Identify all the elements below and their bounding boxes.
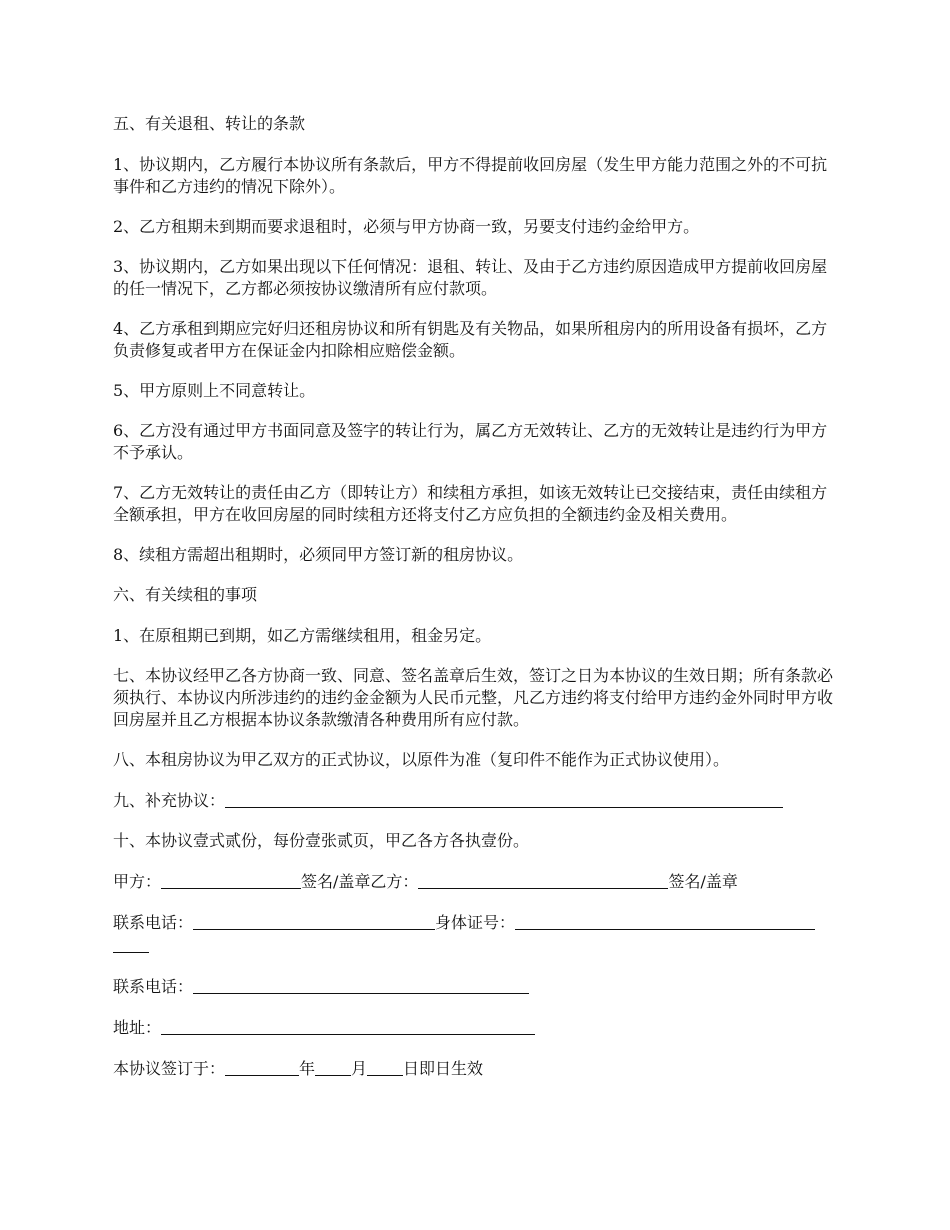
signature-phone-id-row [113,911,843,957]
day-blank[interactable] [367,1059,403,1076]
party-a-label: 甲方： [113,872,162,891]
month-label: 月 [351,1059,368,1078]
year-blank[interactable] [225,1059,299,1076]
section-5-title: 五、有关退租、转让的条款 [113,114,306,133]
signed-on-label: 本协议签订于： [113,1059,226,1078]
section-5-item-7: 7、乙方无效转让的责任由乙方（即转让方）和续租方承担，如该无效转让已交接结束，责任由续租方全额承担，甲方在收回房屋的同时续租方还将支付乙方应负担的全额违约金及相关费用。 [113,483,828,524]
section-8: 八、本租房协议为甲乙双方的正式协议，以原件为准（复印件不能作为正式协议使用）。 [113,750,730,769]
section-6-item-1: 1、在原租期已到期，如乙方需继续租用，租金另定。 [113,626,492,645]
section-9 [113,789,843,812]
signature-party-row [113,870,843,893]
section-5-item-4: 4、乙方承租到期应完好归还租房协议和所有钥匙及有关物品，如果所租房内的所用设备有损坏，乙方负责修复或者甲方在保证金内扣除相应赔偿金额。 [113,319,828,360]
address-blank[interactable] [161,1018,535,1035]
party-b-label: 乙方： [370,872,419,891]
id-blank[interactable] [515,913,815,930]
section-7: 七、本协议经甲乙各方协商一致、同意、签名盖章后生效，签订之日为本协议的生效日期；所有条款必须执行、本协议内所涉违约的违约金金额为人民币元整，凡乙方违约将支付给甲方违约金外同时甲方收回房屋并且乙方根据本协议条款缴清各种费用所有应付款。 [113,666,834,729]
party-b-sign-seal: 签名/盖章 [668,872,738,891]
section-5-item-8: 8、续租方需超出租期时，必须同甲方签订新的租房协议。 [113,545,524,564]
document-body [113,113,843,1098]
supplement-blank[interactable] [225,791,783,808]
section-6-title: 六、有关续租的事项 [113,585,258,604]
id-blank-continued[interactable] [113,936,149,953]
signed-date-row [113,1057,843,1080]
section-5-item-3: 3、协议期内，乙方如果出现以下任何情况：退租、转让、及由于乙方违约原因造成甲方提前收回房屋的任一情况下，乙方都必须按协议缴清所有应付款项。 [113,257,828,298]
party-b-blank[interactable] [418,872,668,889]
phone-blank-1[interactable] [193,913,435,930]
signature-address-row [113,1016,843,1039]
section-5-item-1: 1、协议期内，乙方履行本协议所有条款后，甲方不得提前收回房屋（发生甲方能力范围之外的不可抗事件和乙方违约的情况下除外）。 [113,155,828,196]
party-a-blank[interactable] [161,872,301,889]
day-label: 日即日生效 [403,1059,484,1078]
address-label: 地址： [113,1018,162,1037]
id-label: 身体证号： [435,913,516,932]
month-blank[interactable] [315,1059,351,1076]
section-5-item-2: 2、乙方租期未到期而要求退租时，必须与甲方协商一致，另要支付违约金给甲方。 [113,217,700,236]
signature-phone-row-2 [113,975,843,998]
phone-blank-2[interactable] [193,977,529,994]
party-a-sign-seal: 签名/盖章 [301,872,371,891]
phone-label-1: 联系电话： [113,913,194,932]
supplement-label: 九、补充协议： [113,791,226,810]
phone-label-2: 联系电话： [113,977,194,996]
year-label: 年 [299,1059,316,1078]
section-5-item-5: 5、甲方原则上不同意转让。 [113,381,316,400]
section-10: 十、本协议壹式贰份，每份壹张贰页，甲乙各方各执壹份。 [113,831,530,850]
section-5-item-6: 6、乙方没有通过甲方书面同意及签字的转让行为，属乙方无效转让、乙方的无效转让是违约行为甲方不予承认。 [113,421,828,462]
